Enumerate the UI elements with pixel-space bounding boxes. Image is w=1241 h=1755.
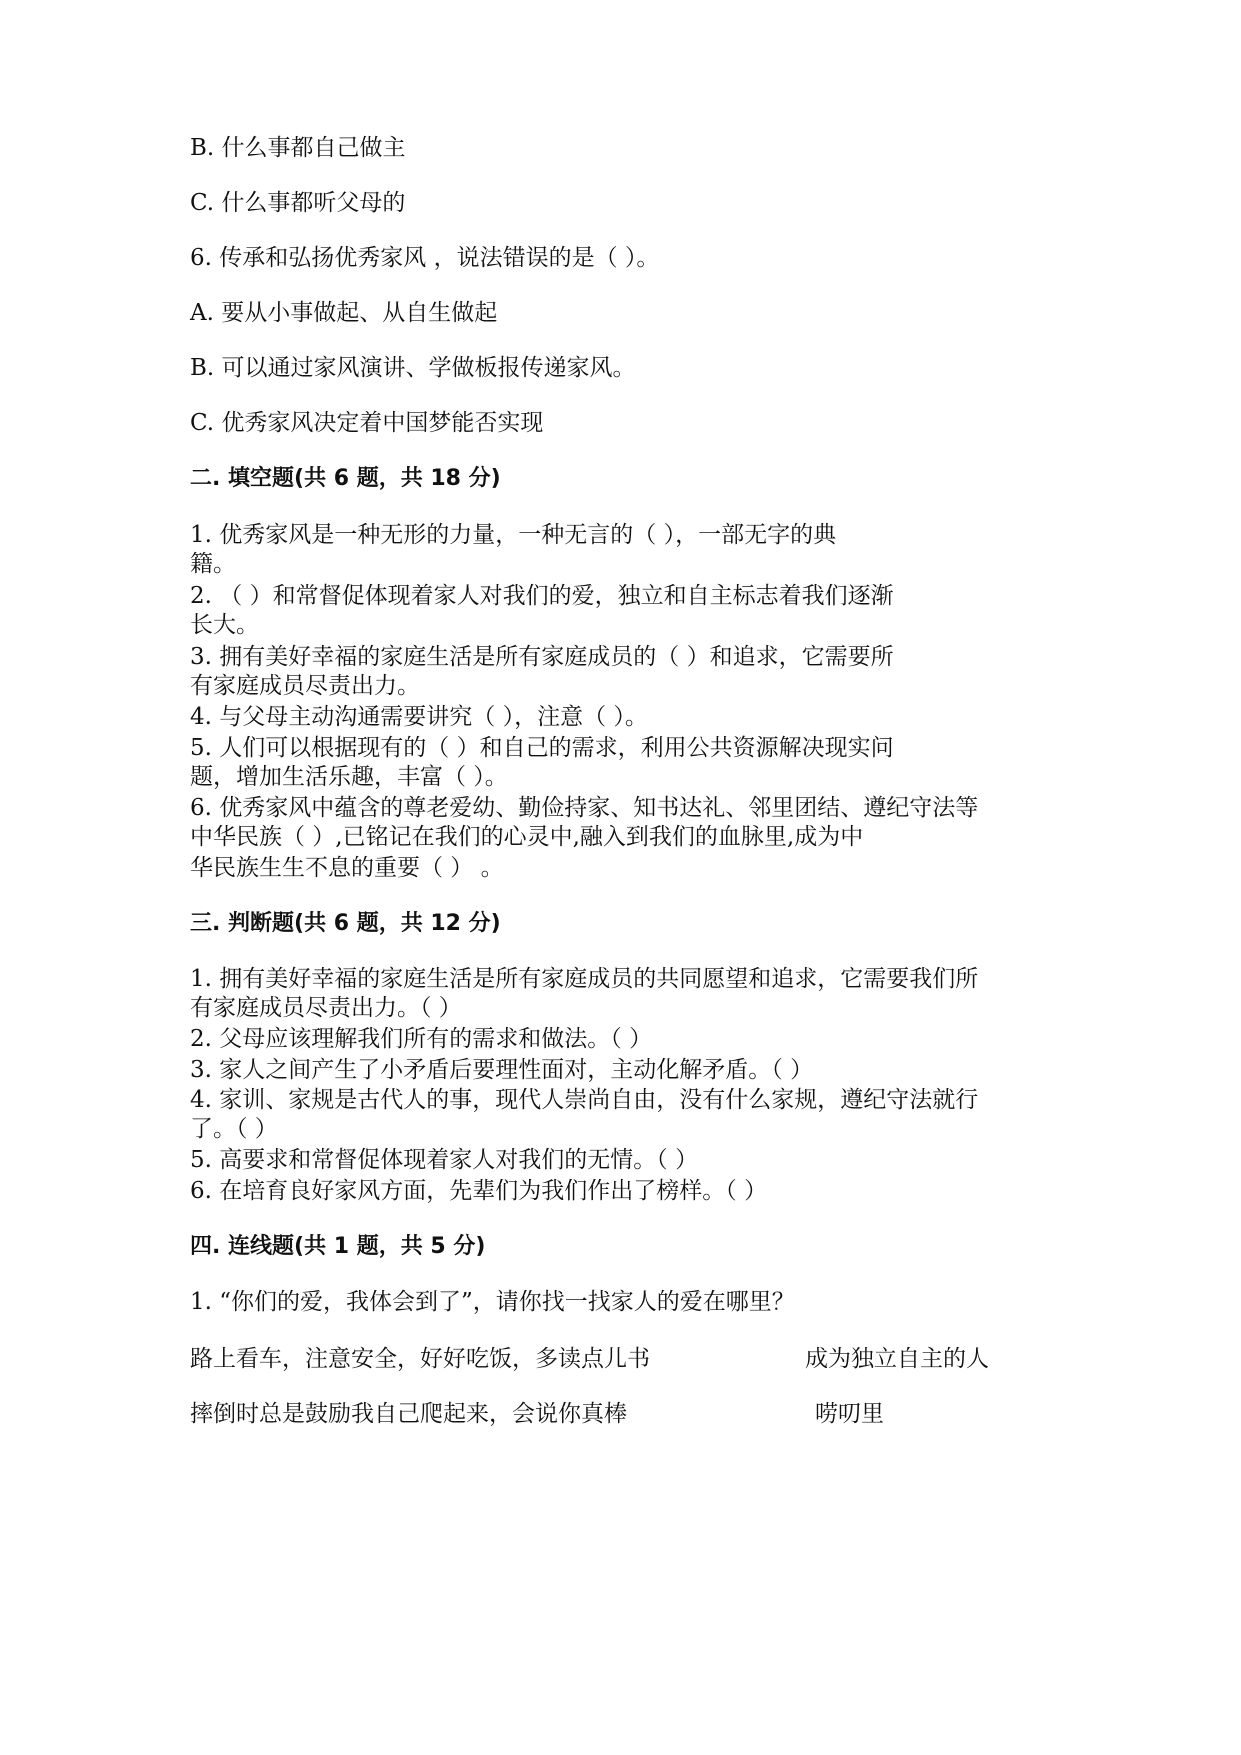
fill-q1-line2: 籍。 <box>190 551 236 577</box>
fill-q6-line1: 6. 优秀家风中蕴含的尊老爱幼、勤俭持家、知书达礼、邻里团结、遵纪守法等 <box>190 795 979 821</box>
fill-q4-line1: 4. 与父母主动沟通需要讲究（ ），注意（ ）。 <box>190 704 648 730</box>
fill-q6-line3: 华民族生生不息的重要（ ） 。 <box>190 855 504 881</box>
q6-stem: 6. 传承和弘扬优秀家风 ，说法错误的是（ ）。 <box>190 245 660 271</box>
q5-option-b: B. 什么事都自己做主 <box>190 135 406 161</box>
fill-q2-line2: 长大。 <box>190 612 259 638</box>
match-left-item-1: 路上看车，注意安全，好好吃饭，多读点儿书 <box>190 1346 650 1372</box>
judge-q4-line2: 了。（ ） <box>190 1116 278 1142</box>
fill-q3-line2: 有家庭成员尽责出力。 <box>190 673 420 699</box>
fill-q2-line1: 2. （ ）和常督促体现着家人对我们的爱，独立和自主标志着我们逐渐 <box>190 583 894 609</box>
judge-q6-line1: 6. 在培育良好家风方面，先辈们为我们作出了榜样。（ ） <box>190 1178 768 1204</box>
judge-q2-line1: 2. 父母应该理解我们所有的需求和做法。（ ） <box>190 1026 653 1052</box>
judge-q3-line1: 3. 家人之间产生了小矛盾后要理性面对，主动化解矛盾。（ ） <box>190 1057 814 1083</box>
fill-q6-line2: 中华民族（ ）,已铭记在我们的心灵中,融入到我们的血脉里,成为中 <box>190 824 864 850</box>
fill-q5-line1: 5. 人们可以根据现有的（ ）和自己的需求，利用公共资源解决现实问 <box>190 735 894 761</box>
judge-q4-line1: 4. 家训、家规是古代人的事，现代人崇尚自由，没有什么家规，遵纪守法就行 <box>190 1087 979 1113</box>
q6-option-c: C. 优秀家风决定着中国梦能否实现 <box>190 410 544 436</box>
q6-option-b: B. 可以通过家风演讲、学做板报传递家风。 <box>190 355 636 381</box>
q5-option-c: C. 什么事都听父母的 <box>190 190 406 216</box>
fill-q3-line1: 3. 拥有美好幸福的家庭生活是所有家庭成员的（ ）和追求，它需要所 <box>190 644 894 670</box>
fill-q1-line1: 1. 优秀家风是一种无形的力量，一种无言的（ ），一部无字的典 <box>190 522 837 548</box>
judge-q1-line2: 有家庭成员尽责出力。（ ） <box>190 995 462 1021</box>
fill-section-heading: 二. 填空题(共 6 题，共 18 分) <box>190 466 501 491</box>
match-section-heading: 四. 连线题(共 1 题，共 5 分) <box>190 1234 486 1259</box>
match-q1-stem: 1. “你们的爱，我体会到了”，请你找一找家人的爱在哪里？ <box>190 1289 795 1315</box>
match-left-item-2: 摔倒时总是鼓励我自己爬起来，会说你真棒 <box>190 1401 627 1427</box>
judge-q1-line1: 1. 拥有美好幸福的家庭生活是所有家庭成员的共同愿望和追求，它需要我们所 <box>190 966 979 992</box>
judge-q5-line1: 5. 高要求和常督促体现着家人对我们的无情。（ ） <box>190 1147 699 1173</box>
judge-section-heading: 三. 判断题(共 6 题，共 12 分) <box>190 911 501 936</box>
match-right-item-1: 成为独立自主的人 <box>805 1346 989 1372</box>
fill-q5-line2: 题，增加生活乐趣，丰富（ ）。 <box>190 764 508 790</box>
match-right-item-2: 唠叨里 <box>815 1401 884 1427</box>
q6-option-a: A. 要从小事做起、从自生做起 <box>190 300 498 326</box>
